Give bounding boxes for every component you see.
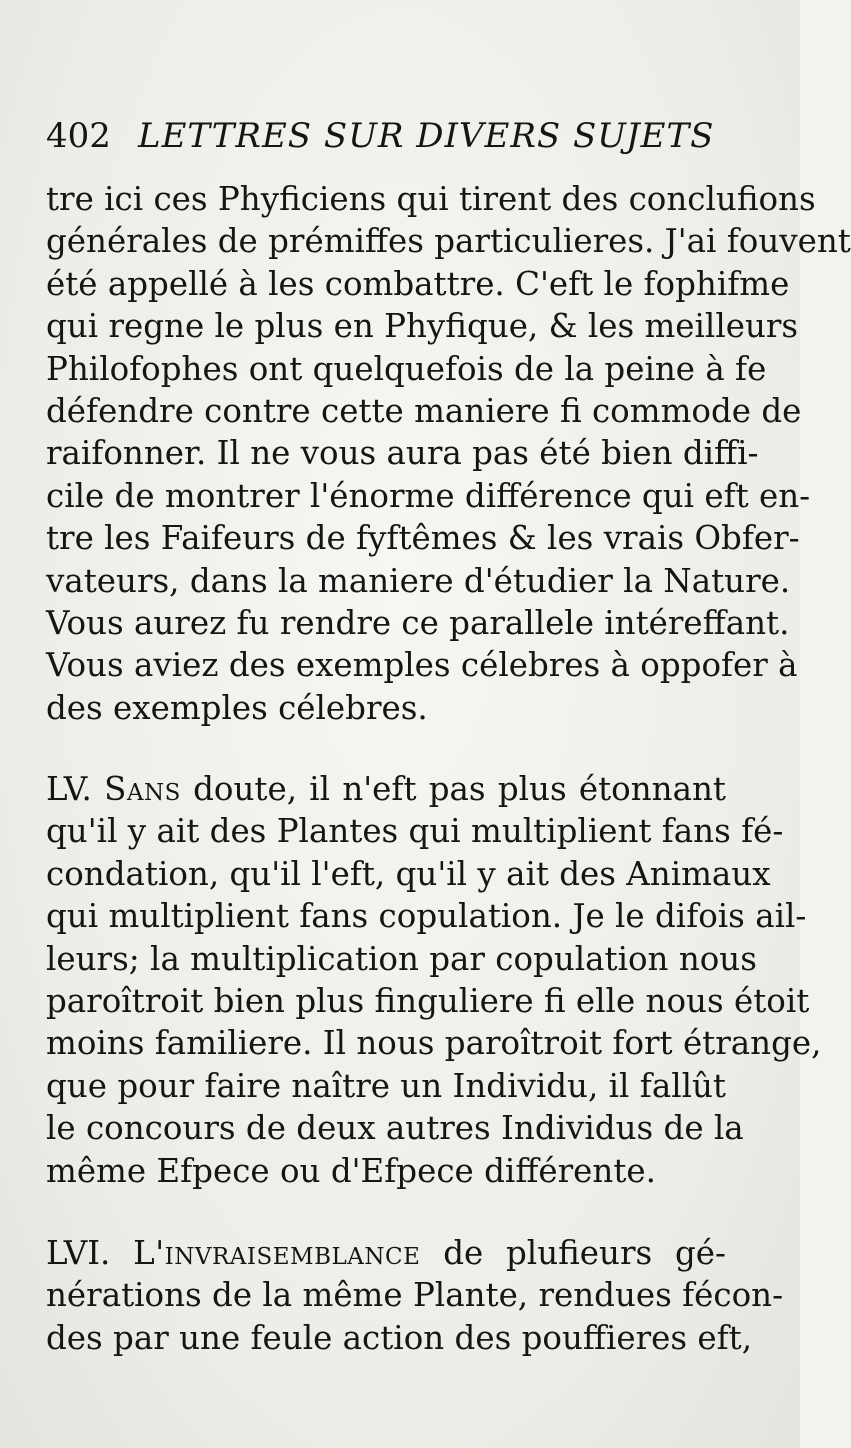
text-line: Philofophes ont quelquefois de la peine à fe (46, 349, 767, 388)
text-line: tre les Faifeurs de fyftêmes & les vrais Obfer- (46, 519, 800, 558)
text-line: vateurs, dans la maniere d'étudier la Nature. (46, 561, 791, 600)
section-number: LV. (46, 770, 92, 808)
section-first-line (46, 1232, 726, 1274)
text-line: Vous aviez des exemples célebres à oppofer à (46, 646, 798, 685)
section-number: LVI. (46, 1234, 111, 1272)
running-title: LETTRES SUR DIVERS SUJETS (138, 116, 715, 156)
text-line: défendre contre cette maniere fi commode de (46, 391, 802, 430)
text-line: été appellé à les combattre. C'eft le fophifme (46, 264, 790, 303)
text-line: moins familiere. Il nous paroîtroit fort étrange, (46, 1024, 822, 1063)
section-first-text: de plufieurs gé- (443, 1234, 726, 1272)
section-lvi (46, 1232, 784, 1359)
text-line: cile de montrer l'énorme différence qui eft en- (46, 476, 811, 515)
section-first-text: doute, il n'eft pas plus étonnant (193, 770, 726, 808)
text-line: Vous aurez fu rendre ce parallele intéreffant. (46, 603, 790, 642)
text-line: qui multiplient fans copulation. Je le difois ail- (46, 897, 807, 936)
text-line: tre ici ces Phyficiens qui tirent des conclufions (46, 180, 816, 218)
text-line: des par une feule action des pouffieres eft, (46, 1318, 753, 1357)
text-line: même Efpece ou d'Efpece différente. (46, 1151, 656, 1190)
text-line: que pour faire naître un Individu, il fallût (46, 1066, 726, 1105)
text-line: des exemples célebres. (46, 688, 428, 727)
text-line: raifonner. Il ne vous aura pas été bien diffi- (46, 434, 759, 473)
page-number: 402 (46, 116, 111, 156)
section-first-line (46, 768, 726, 810)
text-line: nérations de la même Plante, rendues fécon- (46, 1276, 784, 1315)
section-lead-word: L'invraisemblance (133, 1234, 421, 1272)
text-line: qui regne le plus en Phyfique, & les meilleurs (46, 307, 799, 346)
section-lv (46, 768, 822, 1192)
text-line: condation, qu'il l'eft, qu'il y ait des Animaux (46, 854, 771, 893)
page-header (46, 112, 726, 162)
text-line: générales de prémiffes particulieres. J'ai fouvent (46, 222, 851, 261)
text-line: le concours de deux autres Individus de la (46, 1109, 744, 1148)
text-line: leurs; la multiplication par copulation nous (46, 939, 757, 978)
text-line: paroîtroit bien plus finguliere fi elle nous étoit (46, 981, 810, 1020)
text-line: qu'il y ait des Plantes qui multiplient fans fé- (46, 812, 784, 851)
paragraph-continuation (46, 178, 851, 729)
section-lead-word: Sans (104, 770, 181, 808)
